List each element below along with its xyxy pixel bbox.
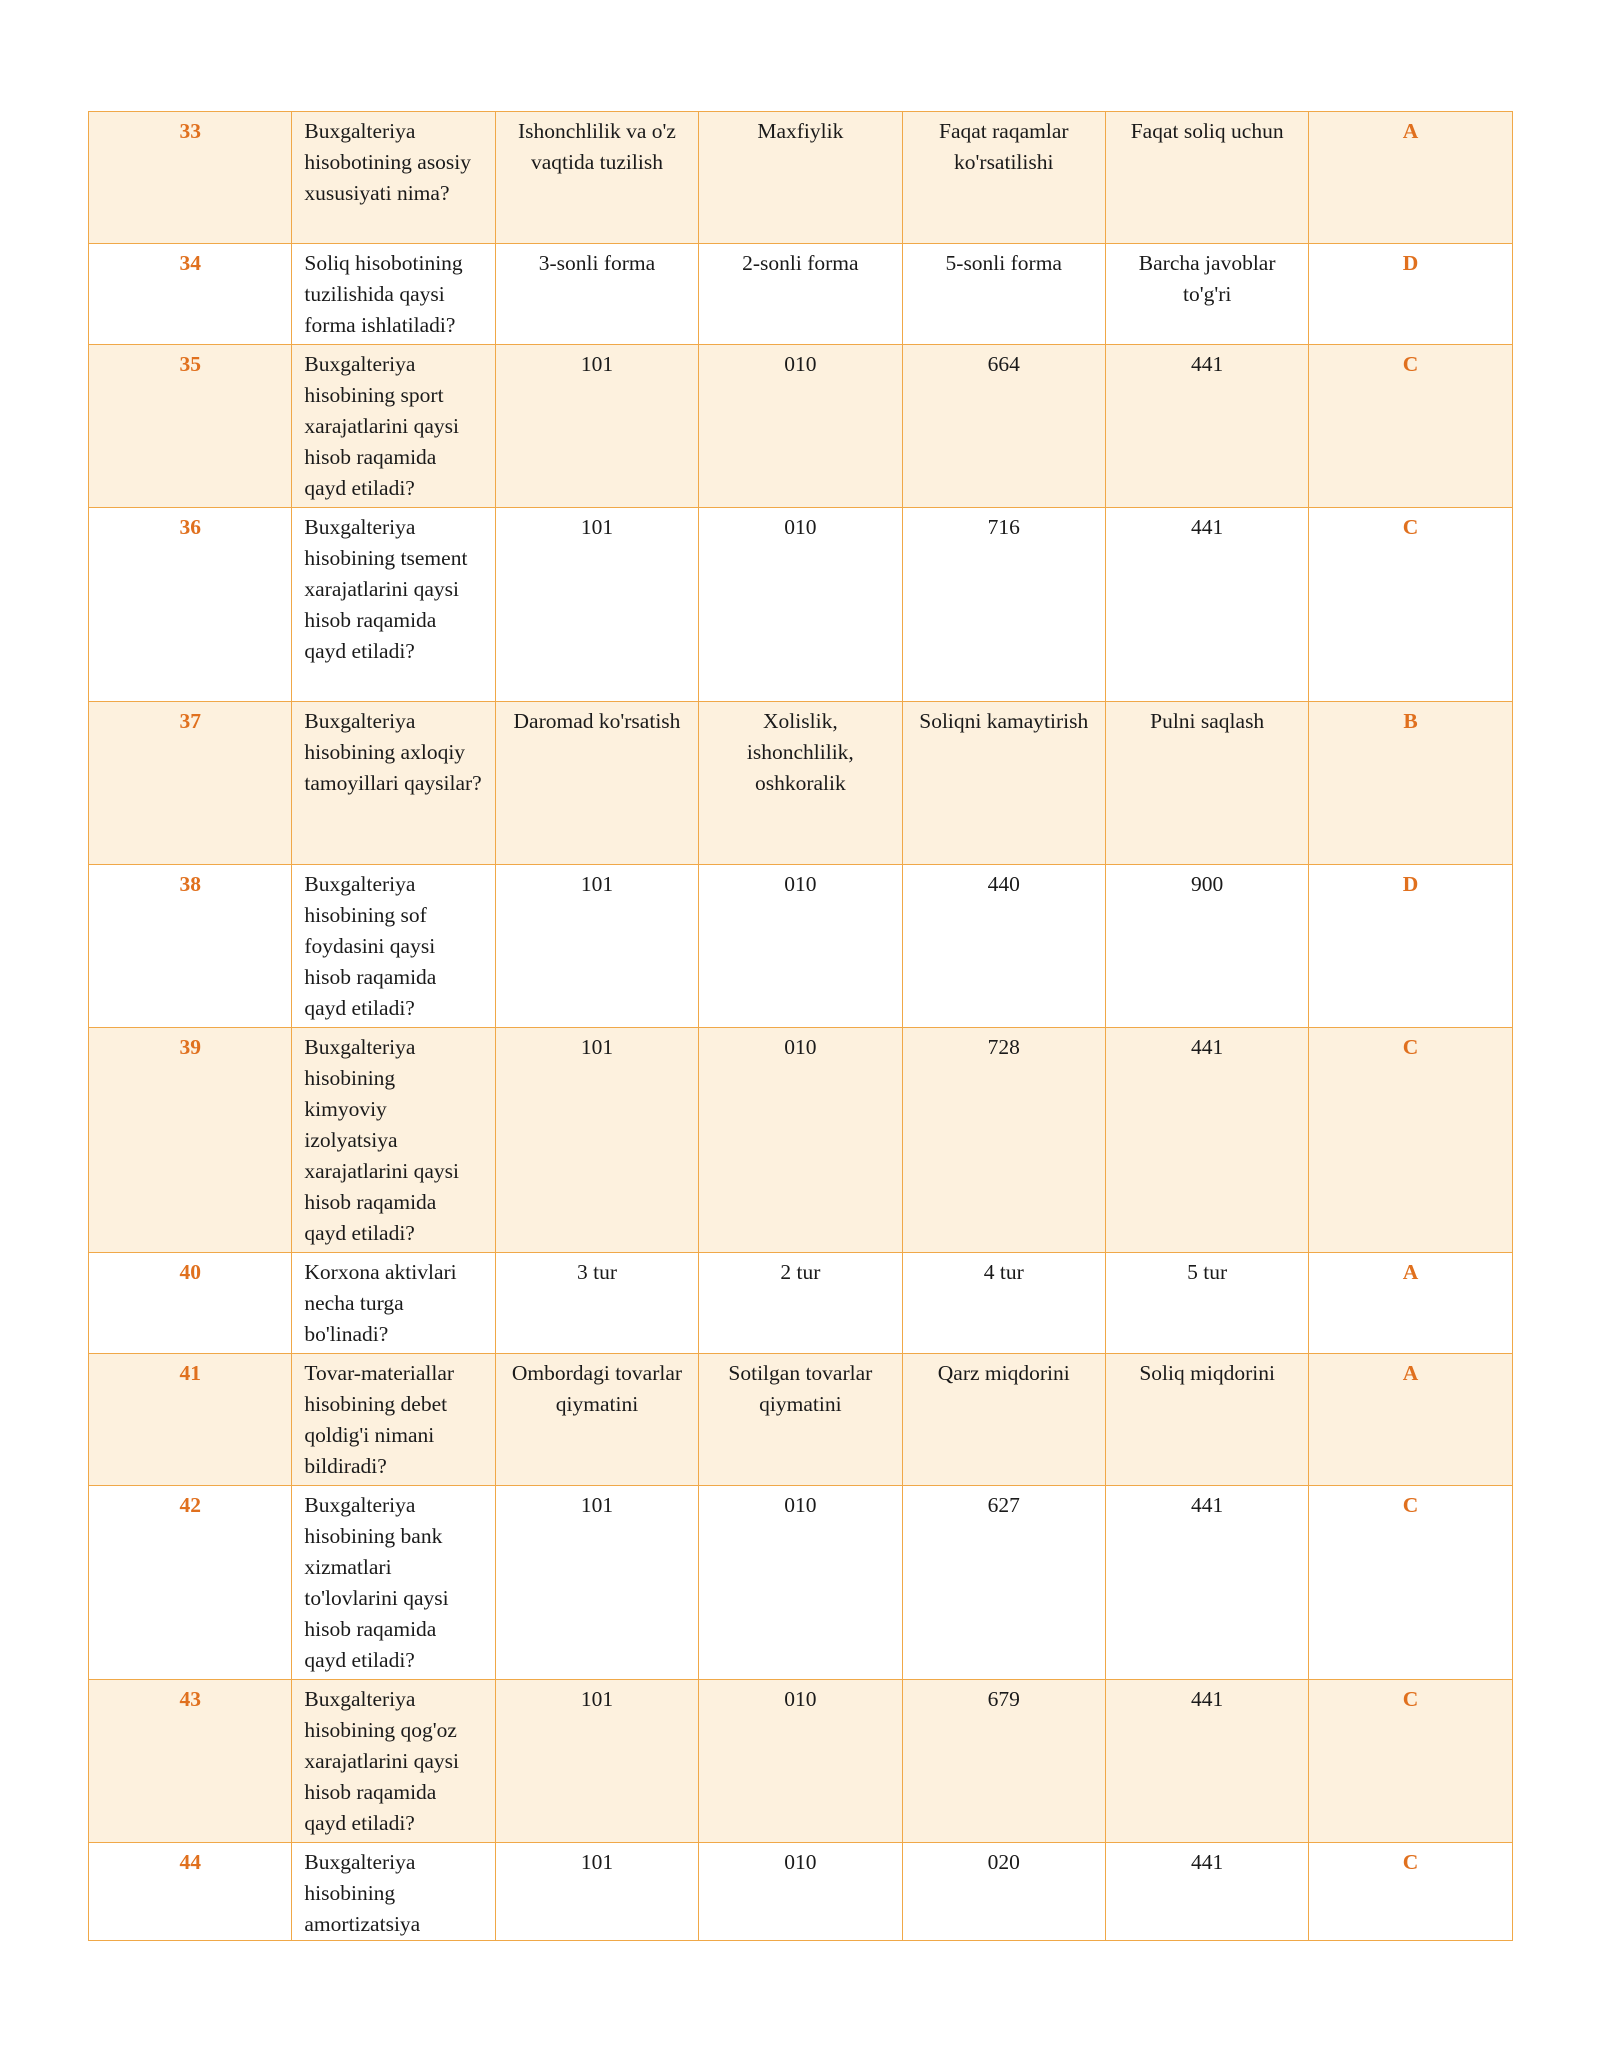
question-text: Buxgalteriya hisobining qog'oz xarajatlarini qaysi hisob raqamida qayd etiladi?: [292, 1680, 495, 1843]
option-b: 010: [699, 865, 902, 1028]
question-number: 33: [89, 112, 292, 244]
option-c: 5-sonli forma: [902, 244, 1105, 345]
option-d: 441: [1105, 1680, 1308, 1843]
option-a: Ombordagi tovarlar qiymatini: [495, 1354, 698, 1486]
option-c: Qarz miqdorini: [902, 1354, 1105, 1486]
question-number: 39: [89, 1028, 292, 1253]
option-d: Barcha javoblar to'g'ri: [1105, 244, 1308, 345]
option-b: 010: [699, 1680, 902, 1843]
correct-answer: B: [1309, 702, 1512, 865]
option-c: 679: [902, 1680, 1105, 1843]
option-d: 441: [1105, 1486, 1308, 1680]
quiz-table: [88, 111, 1513, 1941]
option-a: 101: [495, 1486, 698, 1680]
option-d: 441: [1105, 345, 1308, 508]
question-text: Buxgalteriya hisobining kimyoviy izolyatsiya xarajatlarini qaysi hisob raqamida qayd etiladi?: [292, 1028, 495, 1253]
table-row: [89, 702, 1513, 865]
table-row: [89, 1843, 1513, 1941]
question-number: 36: [89, 508, 292, 702]
option-d: 441: [1105, 1028, 1308, 1253]
option-a: Ishonchlilik va o'z vaqtida tuzilish: [495, 112, 698, 244]
table-row: [89, 865, 1513, 1028]
option-d: Faqat soliq uchun: [1105, 112, 1308, 244]
option-c: 020: [902, 1843, 1105, 1941]
option-c: Soliqni kamaytirish: [902, 702, 1105, 865]
correct-answer: A: [1309, 1253, 1512, 1354]
option-a: 3-sonli forma: [495, 244, 698, 345]
correct-answer: C: [1309, 1028, 1512, 1253]
correct-answer: C: [1309, 1486, 1512, 1680]
table-row: [89, 1253, 1513, 1354]
table-row: [89, 1354, 1513, 1486]
option-b: Sotilgan tovarlar qiymatini: [699, 1354, 902, 1486]
option-d: 5 tur: [1105, 1253, 1308, 1354]
option-c: Faqat raqamlar ko'rsatilishi: [902, 112, 1105, 244]
option-b: Xolislik, ishonchlilik, oshkoralik: [699, 702, 902, 865]
question-text: Buxgalteriya hisobining axloqiy tamoyillari qaysilar?: [292, 702, 495, 865]
question-text: Buxgalteriya hisobining bank xizmatlari to'lovlarini qaysi hisob raqamida qayd etiladi?: [292, 1486, 495, 1680]
correct-answer: C: [1309, 1680, 1512, 1843]
option-a: 101: [495, 865, 698, 1028]
option-c: 716: [902, 508, 1105, 702]
question-text: Tovar-materiallar hisobining debet qoldig'i nimani bildiradi?: [292, 1354, 495, 1486]
option-b: 010: [699, 1486, 902, 1680]
option-a: 101: [495, 1843, 698, 1941]
question-number: 42: [89, 1486, 292, 1680]
question-text: Buxgalteriya hisobining amortizatsiya: [292, 1843, 495, 1941]
option-a: 3 tur: [495, 1253, 698, 1354]
question-number: 38: [89, 865, 292, 1028]
question-text: Buxgalteriya hisobining sof foydasini qaysi hisob raqamida qayd etiladi?: [292, 865, 495, 1028]
table-row: [89, 508, 1513, 702]
question-number: 41: [89, 1354, 292, 1486]
correct-answer: C: [1309, 1843, 1512, 1941]
option-c: 728: [902, 1028, 1105, 1253]
option-b: 2-sonli forma: [699, 244, 902, 345]
question-number: 40: [89, 1253, 292, 1354]
option-b: 010: [699, 1843, 902, 1941]
quiz-table-body: [89, 112, 1513, 1941]
option-c: 664: [902, 345, 1105, 508]
option-d: Soliq miqdorini: [1105, 1354, 1308, 1486]
document-page: [88, 111, 1512, 1941]
question-text: Buxgalteriya hisobining sport xarajatlarini qaysi hisob raqamida qayd etiladi?: [292, 345, 495, 508]
option-a: 101: [495, 1680, 698, 1843]
correct-answer: A: [1309, 112, 1512, 244]
question-text: Soliq hisobotining tuzilishida qaysi forma ishlatiladi?: [292, 244, 495, 345]
option-d: 441: [1105, 508, 1308, 702]
correct-answer: C: [1309, 508, 1512, 702]
table-row: [89, 1486, 1513, 1680]
option-a: 101: [495, 1028, 698, 1253]
option-c: 440: [902, 865, 1105, 1028]
option-c: 4 tur: [902, 1253, 1105, 1354]
question-number: 35: [89, 345, 292, 508]
correct-answer: D: [1309, 244, 1512, 345]
question-number: 37: [89, 702, 292, 865]
table-row: [89, 1680, 1513, 1843]
question-number: 34: [89, 244, 292, 345]
option-b: 010: [699, 345, 902, 508]
table-row: [89, 345, 1513, 508]
option-a: 101: [495, 508, 698, 702]
question-text: Buxgalteriya hisobining tsement xarajatlarini qaysi hisob raqamida qayd etiladi?: [292, 508, 495, 702]
option-a: 101: [495, 345, 698, 508]
table-row: [89, 112, 1513, 244]
option-b: 010: [699, 1028, 902, 1253]
table-row: [89, 244, 1513, 345]
option-b: 2 tur: [699, 1253, 902, 1354]
table-row: [89, 1028, 1513, 1253]
option-d: Pulni saqlash: [1105, 702, 1308, 865]
option-c: 627: [902, 1486, 1105, 1680]
option-d: 441: [1105, 1843, 1308, 1941]
option-b: Maxfiylik: [699, 112, 902, 244]
option-b: 010: [699, 508, 902, 702]
option-d: 900: [1105, 865, 1308, 1028]
correct-answer: C: [1309, 345, 1512, 508]
question-number: 43: [89, 1680, 292, 1843]
question-text: Buxgalteriya hisobotining asosiy xususiyati nima?: [292, 112, 495, 244]
question-number: 44: [89, 1843, 292, 1941]
option-a: Daromad ko'rsatish: [495, 702, 698, 865]
correct-answer: D: [1309, 865, 1512, 1028]
question-text: Korxona aktivlari necha turga bo'linadi?: [292, 1253, 495, 1354]
correct-answer: A: [1309, 1354, 1512, 1486]
